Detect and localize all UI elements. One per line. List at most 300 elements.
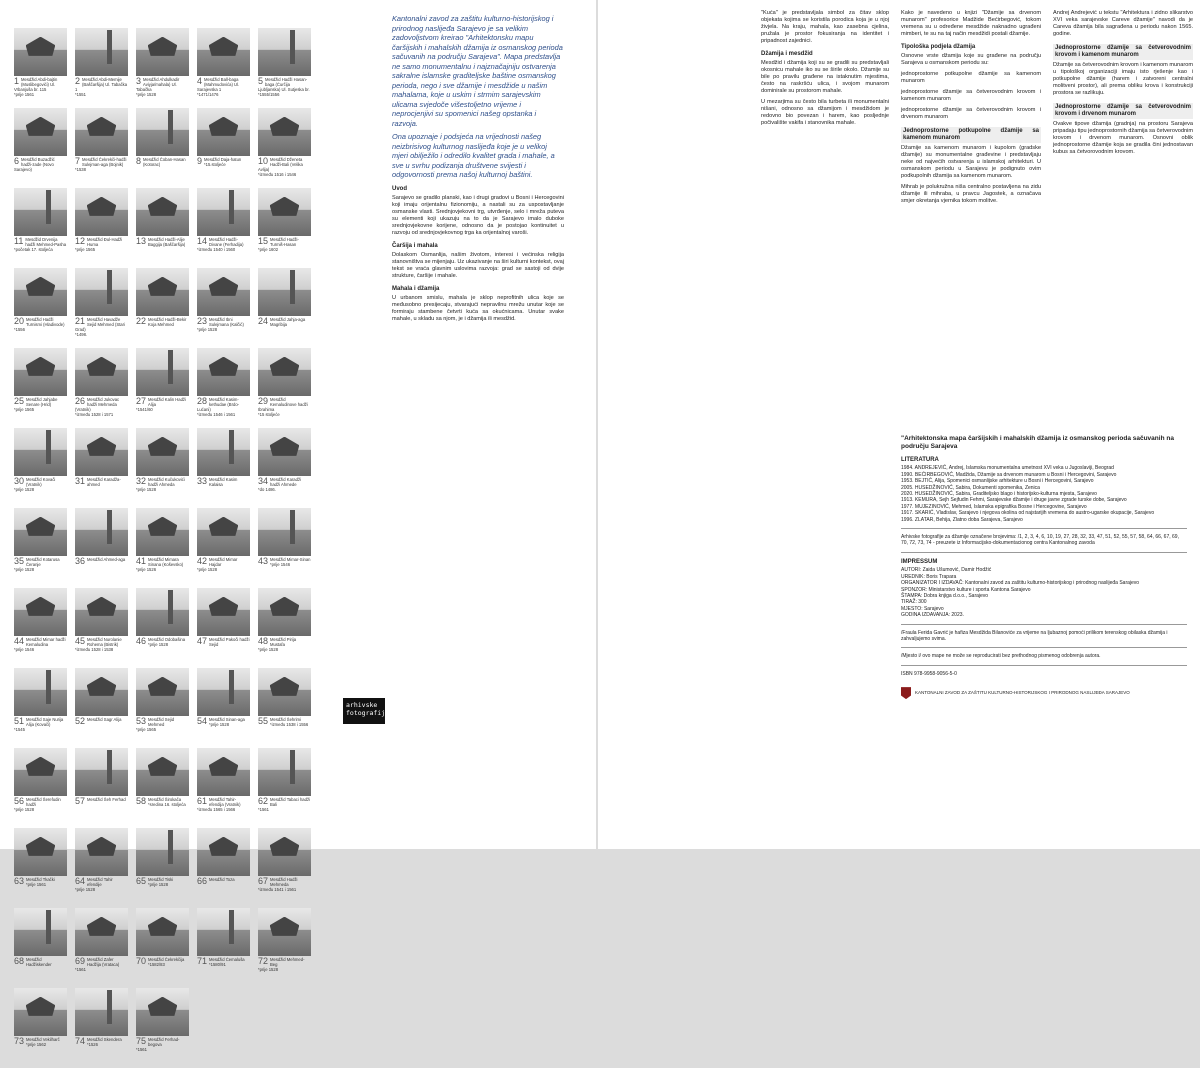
mosque-number: 14 bbox=[197, 236, 208, 246]
mosque-photo-card bbox=[258, 748, 311, 828]
mosque-name: Mesdžid Buzadžić hadži-zade (Novo Sarajevo) bbox=[14, 157, 55, 172]
mosque-caption bbox=[136, 236, 189, 247]
impressum-title: IMPRESSUM bbox=[901, 558, 938, 565]
mosque-caption bbox=[75, 556, 128, 566]
mosque-date: *1580/91 bbox=[209, 962, 226, 967]
mosque-date: *prije 1565 bbox=[75, 247, 96, 252]
mosque-caption bbox=[75, 956, 128, 972]
mosque-caption bbox=[14, 156, 67, 172]
mosque-caption bbox=[75, 716, 128, 726]
mosque-date: *1541/60 bbox=[136, 407, 153, 412]
mosque-caption bbox=[258, 476, 311, 492]
mosque-caption bbox=[75, 156, 128, 172]
mosque-photo bbox=[136, 908, 189, 956]
mosque-photo-card bbox=[258, 268, 311, 348]
mosque-caption bbox=[258, 716, 311, 727]
mosque-photo bbox=[197, 108, 250, 156]
mosque-caption bbox=[136, 1036, 189, 1052]
mosque-photo-card bbox=[136, 668, 189, 748]
mosque-caption bbox=[75, 476, 128, 487]
mosque-photo-card bbox=[14, 828, 67, 908]
mosque-caption bbox=[258, 956, 311, 972]
mosque-date: *prije 1528 bbox=[197, 567, 218, 572]
mosque-photo bbox=[197, 508, 250, 556]
mosque-caption bbox=[197, 396, 250, 417]
mosque-number: 75 bbox=[136, 1036, 147, 1046]
mosque-caption bbox=[75, 796, 128, 806]
mosque-photo bbox=[75, 668, 128, 716]
mosque-date: *prije 1528 bbox=[75, 887, 96, 892]
photo-note: Arhivske fotografije za džamije označene brojevima: /1, 2, 3, 4, 6, 10, 19, 27, 28, 32, 33, 47, 51, 52, 55, 57, 58, 64, 66, 67, 69, 70, 72, 73, 74 - preuzete iz Informacijsko-dokumentacionog centra Kantonalnog zavoda bbox=[901, 534, 1179, 547]
mosque-photo bbox=[136, 28, 189, 76]
mosque-number: 21 bbox=[75, 316, 86, 326]
paragraph: U mezarjima su često bila turbeta ili monumentalni nišani, odnosno sa džamijom i mesdžidom je redovno bio povezan i harem, kao posljednje počivalište vakifa i stanovnika mahale. bbox=[761, 99, 889, 126]
mosque-number: 46 bbox=[136, 636, 147, 646]
section-title-carsija: Čaršija i mahala bbox=[392, 242, 438, 249]
mosque-number: 12 bbox=[75, 236, 86, 246]
mosque-caption bbox=[197, 716, 250, 727]
mosque-name: Mesdžid Kovači (Vratnik) bbox=[26, 477, 56, 487]
mosque-photo bbox=[75, 508, 128, 556]
mosque-photo-card bbox=[75, 508, 128, 588]
mosque-photo bbox=[14, 428, 67, 476]
mosque-photo bbox=[197, 668, 250, 716]
literature-title: LITERATURA bbox=[901, 457, 939, 463]
mosque-date: *prije 1526 bbox=[136, 567, 157, 572]
mosque-photo-card bbox=[136, 988, 189, 1068]
mosque-photo-card bbox=[75, 828, 128, 908]
mosque-number: 30 bbox=[14, 476, 25, 486]
mosque-number: 26 bbox=[75, 396, 86, 406]
mosque-name: Mesdžid Pakoči hadži Sejid bbox=[209, 637, 250, 647]
mosque-photo-card bbox=[197, 428, 250, 508]
left-page bbox=[0, 0, 596, 1052]
mosque-number: 56 bbox=[14, 796, 25, 806]
mosque-photo bbox=[258, 908, 311, 956]
mosque-caption bbox=[197, 236, 250, 252]
mosque-name: Mesdžid Drvenija hadži Mehmed-Pasha bbox=[25, 237, 67, 247]
mosque-date: *prije 1561 bbox=[14, 92, 35, 97]
mosque-photo bbox=[258, 348, 311, 396]
mosque-name: Mesdžid Tiski bbox=[148, 877, 174, 882]
mosque-date: *1526 bbox=[87, 1042, 98, 1047]
mosque-caption bbox=[258, 156, 311, 177]
mosque-date: *1498. bbox=[75, 332, 88, 337]
mosque-name: Mesdžid Ball-baga (Mahmudovića) Ul. Sarajevska 1 bbox=[197, 77, 240, 92]
mosque-photo-card bbox=[258, 428, 311, 508]
mosque-photo-card bbox=[14, 108, 67, 188]
divider bbox=[901, 624, 1187, 625]
mosque-caption bbox=[136, 76, 189, 97]
mosque-caption bbox=[258, 636, 311, 652]
mosque-photo bbox=[258, 828, 311, 876]
paragraph: "Kuća" je predstavljala simbol za čitav sklop objekata kojima se koristila porodica koja je u njoj živjela. Na kraju, mahala, kao zasebna cjelina, pružala je prostor fokusiranja na identitet i pripadnost zajednici. bbox=[761, 10, 889, 44]
mosque-caption bbox=[136, 956, 189, 967]
mosque-date: *prije 1528 bbox=[14, 807, 35, 812]
mosque-photo-card bbox=[197, 908, 250, 988]
mosque-photo-card bbox=[258, 28, 311, 108]
mosque-photo-card bbox=[258, 908, 311, 988]
mosque-photo bbox=[258, 748, 311, 796]
mosque-name: Mesdžid Zafer Hadžija (Vrataca) bbox=[87, 957, 120, 967]
mosque-photo-card bbox=[75, 28, 128, 108]
mosque-name: Mesdžid Odobašina bbox=[148, 637, 186, 642]
literature-item: 1990. BEĆIRBEGOVIĆ, Madžida, Džamije sa drvenom munarom u Bosni i Hercegovini, Sarajevo bbox=[901, 471, 1117, 478]
mosque-caption bbox=[197, 556, 250, 572]
mosque-photo bbox=[14, 188, 67, 236]
mosque-photo-card bbox=[14, 588, 67, 668]
mosque-date: *prije 1528 bbox=[14, 567, 35, 572]
mosque-caption bbox=[258, 796, 311, 812]
mosque-photo-card bbox=[197, 748, 250, 828]
literature-item: 1977. MUJEZINOVIĆ, Mehmed, Islamska epigrafika Bosne i Hercegovine, Sarajevo bbox=[901, 503, 1087, 510]
mosque-name: Mesdžid Jahja-aga Magribija bbox=[270, 317, 306, 327]
literature-item: 1984. ANDREJEVIĆ, Andrej, Islamska monumentalna umetnost XVI veka u Jugoslaviji, Beograd bbox=[901, 465, 1114, 472]
mosque-number: 47 bbox=[197, 636, 208, 646]
mosque-caption bbox=[136, 476, 189, 492]
mosque-name: Mesdžid Toza bbox=[209, 877, 235, 882]
mosque-name: Mesdžid Jukovac hadži Mehmeda (Vratnik) bbox=[75, 397, 120, 412]
mosque-photo-card bbox=[197, 828, 250, 908]
mosque-caption bbox=[14, 556, 67, 572]
mosque-photo bbox=[258, 108, 311, 156]
mosque-photo-card bbox=[136, 108, 189, 188]
mosque-caption bbox=[197, 76, 250, 97]
mosque-date: *prije 1546 bbox=[14, 647, 35, 652]
mosque-number: 44 bbox=[14, 636, 25, 646]
paragraph: Mesdžid i džamija koji su se gradili su predstavljali okosnicu mahale iko su se širile okolo. Džamije su bile po pravilu građene na istaknutim mjestima, često na raskršću ulica, i svojom munarom dominirale su prostorom mahale. bbox=[761, 60, 889, 94]
impressum-list bbox=[901, 567, 1187, 618]
institution-logo bbox=[901, 687, 1187, 699]
bibliography-title: "Arhitektonska mapa čaršijskih i mahalskih džamija iz osmanskog perioda sačuvanih na području Sarajeva bbox=[901, 435, 1174, 450]
mosque-photo-card bbox=[258, 588, 311, 668]
mosque-name: Mesdžid Čekrekčija bbox=[148, 957, 185, 962]
mosque-date: *1582/83 bbox=[148, 962, 165, 967]
mosque-photo-card bbox=[75, 188, 128, 268]
mosque-number: 67 bbox=[258, 876, 269, 886]
section-text-uvod: Sarajevo se gradilo planski, kao i drugi gradovi u Bosni i Hercegovini koji imaju orijentalnu fizionomiju, a nastali su za uspostavljanje osmanske vlasti. Srednjovjekovni trg, utvrđenje, selo i mreža puteva su elementi koji ukazuju na to da je Sarajevo imalo duboke srednjovjekovne korijene, odnosno da je postojao kontinuitet u razvoju od srednjovjekovnog trga ka orijentalnoj varoši. bbox=[392, 194, 564, 236]
mosque-photo-card bbox=[197, 268, 250, 348]
mosque-number: 34 bbox=[258, 476, 269, 486]
mosque-caption bbox=[258, 876, 311, 892]
mosque-name: Mesdžid Tahir efendije bbox=[87, 877, 113, 887]
mosque-photo-card bbox=[197, 348, 250, 428]
mosque-name: Mesdžid Hadži-Alije Baggija (Baščaršija) bbox=[148, 237, 186, 247]
mosque-name: Mesdžid Karadža-ahmed bbox=[87, 477, 121, 487]
mosque-number: 24 bbox=[258, 316, 269, 326]
mosque-caption bbox=[258, 236, 311, 252]
mosque-name: Mesdžid Kalin Hadži Alija bbox=[148, 397, 186, 407]
list-item: jednoprostorne džamije sa četverovodnim krovom i kamenom munarom bbox=[901, 89, 1041, 102]
impressum-item: GODINA IZDAVANJA: 2023. bbox=[901, 612, 964, 619]
literature-item: 2005. HUSEDŽINOVIĆ, Sabira, Dokumenti spomenika, Zenica bbox=[901, 484, 1040, 491]
mosque-photo-card bbox=[258, 188, 311, 268]
mosque-photo bbox=[75, 348, 128, 396]
mosque-photo bbox=[136, 588, 189, 636]
mosque-date: *prije 1565 bbox=[136, 727, 157, 732]
literature-item: 2020. HUSEDŽINOVIĆ, Sabira, Graditeljsko blago i historijsko-kulturna mjesta, Sarajevo bbox=[901, 491, 1097, 498]
mosque-date: *prije 1528 bbox=[258, 967, 279, 972]
mosque-photo bbox=[258, 268, 311, 316]
mosque-number: 41 bbox=[136, 556, 147, 566]
mosque-name: Mesdžid Mimar-Sinan bbox=[270, 557, 311, 562]
mosque-photo bbox=[197, 908, 250, 956]
section-text-mahala: U urbanom smislu, mahala je sklop neprofitnih ulica koje se međusobno presijecaju, stvarajući nepravilnu mrežu unutar koje se formiraju stambene četvrti kuća sa okućnicama. Unutar svake mahale, u skladu sa njom, je i džamija ili mesdžid. bbox=[392, 294, 564, 322]
mosque-number: 51 bbox=[14, 716, 25, 726]
mosque-photo bbox=[136, 268, 189, 316]
mosque-date: *prije 1528 bbox=[136, 487, 157, 492]
mosque-number: 70 bbox=[136, 956, 147, 966]
mosque-number: 9 bbox=[197, 156, 203, 166]
mosque-name: Mesdžid Pirija Mustafa bbox=[270, 637, 297, 647]
divider bbox=[901, 665, 1187, 666]
section-title-drvena-munara: Jednoprostorne džamije sa četverovodnim krovom i drvenom munarom bbox=[1055, 104, 1191, 117]
photo-grid bbox=[14, 28, 311, 1068]
mosque-number: 2 bbox=[75, 76, 81, 86]
mosque-caption bbox=[14, 316, 67, 332]
mosque-date: *1561 bbox=[136, 1047, 147, 1052]
mosque-photo bbox=[136, 428, 189, 476]
mosque-number: 65 bbox=[136, 876, 147, 886]
mosque-name: Mesdžid Hadži-Turmiš-Hasan bbox=[270, 237, 299, 247]
mosque-date: *prije 1528 bbox=[258, 647, 279, 652]
mosque-name: Mesdžid Sinan-aga bbox=[209, 717, 245, 722]
mosque-number: 52 bbox=[75, 716, 86, 726]
mosque-caption bbox=[197, 316, 250, 332]
mosque-photo bbox=[197, 428, 250, 476]
mosque-number: 7 bbox=[75, 156, 81, 166]
mosque-date: *između 1565 i 1566 bbox=[197, 807, 236, 812]
impressum-item: AUTORI: Zaida Ušumović, Damir Hodžić bbox=[901, 567, 992, 574]
mosque-number: 28 bbox=[197, 396, 208, 406]
mosque-photo-card bbox=[14, 668, 67, 748]
impressum-item: UREDNIK: Boris Trapara bbox=[901, 573, 957, 580]
mosque-photo-card bbox=[75, 988, 128, 1068]
mosque-caption bbox=[258, 316, 311, 327]
mosque-caption bbox=[14, 236, 67, 252]
isbn: ISBN 978-9958-9056-5-0 bbox=[901, 670, 957, 677]
mosque-photo-card bbox=[14, 908, 67, 988]
intro-column bbox=[392, 0, 564, 327]
mosque-photo-card bbox=[14, 508, 67, 588]
mosque-number: 33 bbox=[197, 476, 208, 486]
mosque-date: *prije 1528 bbox=[136, 92, 157, 97]
mosque-caption bbox=[14, 636, 67, 652]
mosque-photo bbox=[14, 28, 67, 76]
section-title-tipologija: Tipološka podjela džamija bbox=[901, 44, 976, 50]
mosque-date: *između 1538 i 1556 bbox=[270, 722, 309, 727]
mosque-caption bbox=[136, 636, 189, 647]
mosque-name: Mesdžid Mehmed-Beg bbox=[270, 957, 305, 967]
mosque-number: 48 bbox=[258, 636, 269, 646]
mosque-name: Mesdžid Tabaci hadži Bali bbox=[270, 797, 310, 807]
mosque-name: Mesdžid Kasim-kethudae (Brdo-Lućani) bbox=[197, 397, 240, 412]
mosque-caption bbox=[14, 476, 67, 492]
mosque-photo-card bbox=[197, 108, 250, 188]
section-title-uvod: Uvod bbox=[392, 185, 407, 192]
mosque-photo bbox=[197, 588, 250, 636]
section-title-mahala: Mahala i džamija bbox=[392, 285, 440, 292]
mosque-caption bbox=[258, 76, 311, 97]
mosque-number: 23 bbox=[197, 316, 208, 326]
mosque-photo bbox=[75, 588, 128, 636]
mosque-number: 58 bbox=[136, 796, 147, 806]
mosque-date: *prije 1561 bbox=[26, 882, 47, 887]
mosque-photo bbox=[14, 988, 67, 1036]
mosque-name: Mesdžid Hadži Turnismi (Hladivode) bbox=[26, 317, 65, 327]
mosque-number: 61 bbox=[197, 796, 208, 806]
mosque-photo bbox=[197, 268, 250, 316]
mosque-name: Mesdžid Širokača bbox=[148, 797, 182, 802]
mosque-photo bbox=[14, 588, 67, 636]
mosque-number: 10 bbox=[258, 156, 269, 166]
mosque-caption bbox=[14, 956, 67, 967]
mosque-number: 31 bbox=[75, 476, 86, 486]
mosque-date: *15 stoljeće bbox=[258, 412, 280, 417]
mosque-number: 54 bbox=[197, 716, 208, 726]
mosque-photo-card bbox=[75, 268, 128, 348]
mosque-name: Mesdžid Tahir-efendija (Vratnik) bbox=[209, 797, 241, 807]
mosque-caption bbox=[136, 156, 189, 167]
mosque-number: 45 bbox=[75, 636, 86, 646]
list-item: jednoprostorne džamije sa četverovodnim krovom i drvenom munarom bbox=[901, 107, 1041, 120]
mosque-name: Mesdžid Mimar Hajdar bbox=[209, 557, 238, 567]
shield-icon bbox=[901, 687, 911, 699]
mosque-caption bbox=[258, 396, 311, 417]
paragraph: Kako je navedeno u knjizi "Džamije sa drvenom munarom" profesorice Madžide Bećirbegović, tokom vremena su u određene mesdžide naknadno ugrađeni mimberi, te su na taj način mesdžidi postali džamije. bbox=[901, 10, 1041, 37]
mosque-photo bbox=[75, 748, 128, 796]
mosque-photo bbox=[258, 668, 311, 716]
mosque-caption bbox=[197, 636, 250, 647]
mosque-photo-card bbox=[14, 988, 67, 1068]
mosque-photo bbox=[75, 828, 128, 876]
mosque-name: Mesdžid Čoban-Hasan (Kotorac) bbox=[143, 157, 186, 167]
paragraph: Osnovne vrste džamija koje su građene na području Sarajeva u osmanskom periodu su: bbox=[901, 53, 1041, 66]
mosque-photo bbox=[75, 428, 128, 476]
paragraph: Džamije sa četverovodnim krovom i kamenom munarom u tipološkoj organizaciji imaju isto rješenje kao i potkupolne džamije (harem i zatvoreni centralni molitveni prostor), ali prema obliku krova i konstrukciji prostora se razlikuju. bbox=[1053, 62, 1193, 96]
mosque-caption bbox=[197, 956, 250, 967]
right-page bbox=[598, 0, 1200, 849]
mosque-photo-card bbox=[136, 508, 189, 588]
mosque-photo-card bbox=[136, 748, 189, 828]
mosque-photo-card bbox=[136, 428, 189, 508]
mosque-date: *između 1528 i 1538 bbox=[75, 647, 114, 652]
mosque-number: 15 bbox=[258, 236, 269, 246]
mosque-name: Mesdžid Šerefudin hadži bbox=[26, 797, 61, 807]
mosque-name: Mesdžid Karadži hadži Ahmede bbox=[270, 477, 301, 487]
intro-paragraph: Kantonalni zavod za zaštitu kulturno-historijskog i prirodnog naslijeđa Sarajevo je sa velikim zadovoljstvom kreirao "Arhitektonsku mapu čaršijskih i mahalskih džamija iz osmanskog perioda sačuvanih na području Sarajeva". Mapa predstavlja ne samo monumentalnu i najznačajniju ostvarenja sakralne islamske graditeljske baštine osmanskog perioda, nego i sve džamije i mesdžide u našim mahalama, koje u uskim i strmim sarajevskim ulicama svjedoče višestoljetno vrijeme i neprocjenjivi su spomenici našeg opstanka i razvoja. bbox=[392, 14, 563, 128]
impressum-item: MJESTO: Sarajevo bbox=[901, 605, 944, 612]
mosque-photo-card bbox=[75, 908, 128, 988]
mosque-photo bbox=[75, 988, 128, 1036]
mosque-name: Mesdžid Havadže Sejid Mehmed (Stari Grad) bbox=[75, 317, 125, 332]
mosque-number: 74 bbox=[75, 1036, 86, 1046]
paragraph: Džamije sa kamenom munarom i kupolom (gradske džamije) su monumentalne građevine i predstavljaju neke od najvećih ostvarenja u islamskoj arhitekturi. U osmanskom periodu u Sarajevu je podignuto ovim podkupolnih džamija sa kamenom munarom. bbox=[901, 145, 1041, 179]
mosque-name: Mesdžid Hadži-Divane (Ferhadija) bbox=[209, 237, 244, 247]
mosque-caption bbox=[14, 876, 67, 887]
mosque-caption bbox=[258, 556, 311, 567]
impressum-item: SPONZOR: Ministarstvo kulture i sporta Kantona Sarajevo bbox=[901, 586, 1031, 593]
mosque-photo bbox=[14, 668, 67, 716]
mosque-name: Mesdžid Sagr Alija bbox=[87, 717, 122, 722]
mosque-photo-card bbox=[75, 108, 128, 188]
mosque-number: 57 bbox=[75, 796, 86, 806]
mosque-photo-card bbox=[14, 348, 67, 428]
mosque-caption bbox=[75, 76, 128, 97]
mosque-photo bbox=[136, 748, 189, 796]
paragraph: Ovakve tipove džamija (gradnja) na prostoru Sarajeva pripadaju tipu jednoprostornih džamija sa četverovodnim krovom i drvenom munarom. Osnovni oblik jednoprostorne džamije koja se gradila čini jednostavan kubus sa četvorovodnim krovom. bbox=[1053, 121, 1193, 155]
intro-paragraph: Ona upoznaje i podsjeća na vrijednosti našeg neizbrisivog kulturnog naslijeđa koje je u velikoj mjeri obilježilo i odredilo kvalitet grada i mahale, a sve u svrhu podizanja društvene svijesti i odgovornosti prema našoj kulturnoj baštini. bbox=[392, 132, 555, 179]
mosque-date: *između 1540 i 1560 bbox=[197, 247, 236, 252]
mosque-photo bbox=[258, 508, 311, 556]
divider bbox=[901, 552, 1187, 553]
mosque-photo bbox=[136, 668, 189, 716]
mosque-name: Mesdžid Đul-Hadži Huma bbox=[87, 237, 123, 247]
mosque-date: *prije 1546 bbox=[270, 562, 291, 567]
intro-text bbox=[392, 0, 564, 180]
mosque-date: *1551 bbox=[75, 92, 86, 97]
mosque-photo-card bbox=[258, 668, 311, 748]
mosque-photo bbox=[258, 28, 311, 76]
mosque-photo bbox=[75, 268, 128, 316]
mosque-date: *prije 1528 bbox=[148, 882, 169, 887]
impressum-item: TIRAŽ: 300 bbox=[901, 599, 927, 606]
section-text-carsija: Dolaskom Osmanlija, našim životom, interesi i većinska religija stanovništva se mijenjaju. Uz ukazivanje na širi kulturni kontekst, ovaj tekst se vraća glavnim uslovima razvoja: grad se sastoji od dvije strukture, čaršije i mahale. bbox=[392, 251, 564, 279]
paragraph: Andrej Andrejević u tekstu "Arhitektura i zidno slikarstvo XVI veka sarajevske Careve džamije" navodi da je Careva džamija bila sagrađena u periodu nakon 1565. godine. bbox=[1053, 10, 1193, 37]
mosque-photo-card bbox=[197, 508, 250, 588]
mosque-name: Mesdžid Abdi-bajtin (Muslibegovići) Ul. Vrbanjuša br. 115 bbox=[14, 77, 58, 92]
mosque-name: Mesdžid Mimara Sinana (Koševsko) bbox=[148, 557, 184, 567]
mosque-photo bbox=[14, 828, 67, 876]
text-column-3 bbox=[1053, 10, 1193, 160]
mosque-date: *između 1541 i 1561 bbox=[258, 887, 297, 892]
mosque-photo bbox=[14, 508, 67, 556]
mosque-name: Mesdžid Saje Nurija Alija (Kovači) bbox=[26, 717, 64, 727]
mosque-photo-card bbox=[136, 188, 189, 268]
mosque-photo bbox=[14, 268, 67, 316]
mosque-date: *između 1516 i 1546 bbox=[258, 172, 297, 177]
mosque-photo bbox=[136, 108, 189, 156]
divider bbox=[901, 528, 1187, 529]
mosque-photo-card bbox=[75, 668, 128, 748]
mosque-number: 11 bbox=[14, 236, 24, 246]
impressum-item: ŠTAMPA: Dobra knjiga d.o.o., Sarajevo bbox=[901, 592, 989, 599]
mosque-photo-card bbox=[14, 748, 67, 828]
mosque-date: *prije 1528 bbox=[209, 722, 230, 727]
mosque-caption bbox=[197, 796, 250, 812]
mosque-date: *početak 17. stoljeća bbox=[14, 247, 53, 252]
mosque-name: Mesdžid Šehrimi bbox=[270, 717, 301, 722]
mosque-photo bbox=[136, 828, 189, 876]
mosque-caption bbox=[136, 796, 189, 807]
mosque-number: 68 bbox=[14, 956, 25, 966]
mosque-photo bbox=[197, 188, 250, 236]
mosque-photo-card bbox=[197, 28, 250, 108]
mosque-number: 8 bbox=[136, 156, 142, 166]
mosque-photo bbox=[75, 108, 128, 156]
mosque-photo-card bbox=[14, 28, 67, 108]
mosque-caption bbox=[197, 876, 250, 886]
mosque-photo bbox=[14, 908, 67, 956]
mosque-name: Mesdžid Jahjabe Senare (Hrid) bbox=[26, 397, 58, 407]
mosque-photo-card bbox=[136, 908, 189, 988]
mosque-caption bbox=[136, 396, 189, 412]
mosque-number: 20 bbox=[14, 316, 25, 326]
mosque-number: 55 bbox=[258, 716, 269, 726]
mosque-date: *prije 1528 bbox=[197, 327, 218, 332]
mosque-date: *između 1546 i 1561 bbox=[197, 412, 236, 417]
text-column-2 bbox=[901, 10, 1041, 209]
